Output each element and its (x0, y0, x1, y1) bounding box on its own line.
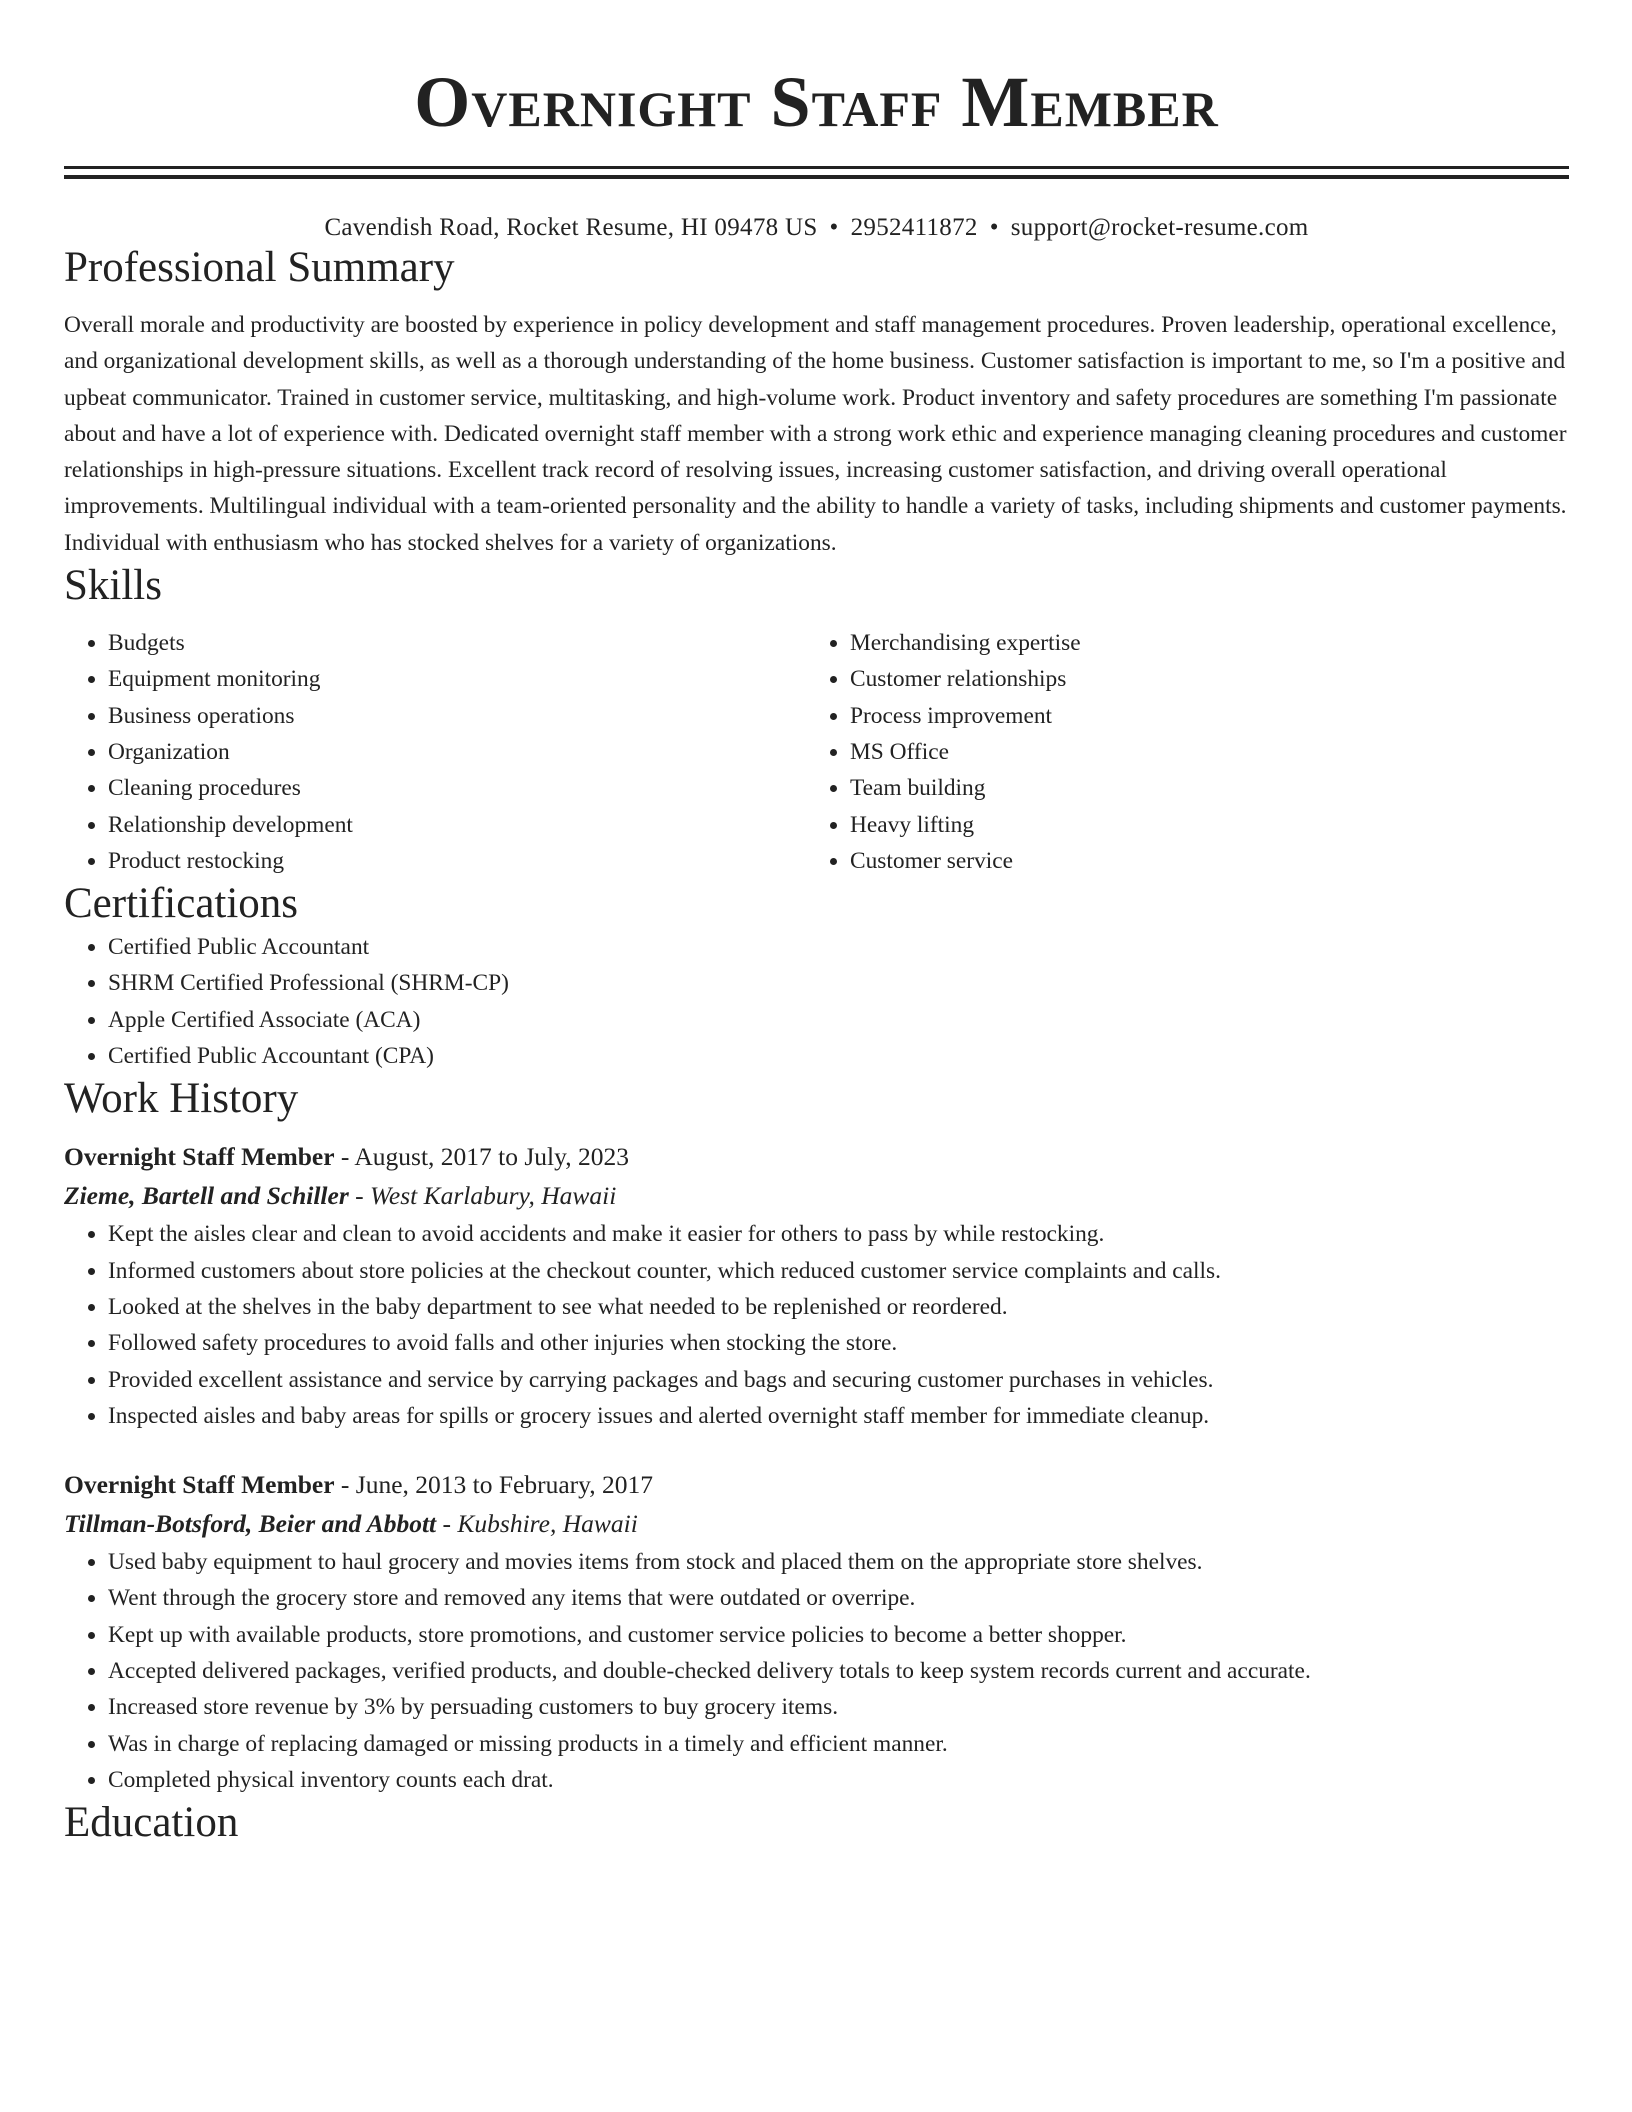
job-duty-item: • Was in charge of replacing damaged or missing products in a timely and efficient manner. (108, 1726, 1569, 1762)
job-company: Tillman-Botsford, Beier and Abbott (64, 1509, 437, 1539)
contact-phone: 2952411872 (850, 214, 978, 241)
skills-grid (64, 625, 1569, 879)
job-duty-item: • Increased store revenue by 3% by persuading customers to buy grocery items. (108, 1689, 1569, 1725)
job-duties-list (64, 1216, 1569, 1434)
certification-item: • Certified Public Accountant (108, 929, 1569, 965)
contact-address: Cavendish Road, Rocket Resume, HI 09478 US (324, 214, 818, 241)
contact-line (64, 213, 1569, 243)
skill-item: • Team building (850, 770, 1569, 806)
job-duty-item: • Inspected aisles and baby areas for spills or grocery issues and alerted overnight staff member for immediate cleanup. (108, 1398, 1569, 1434)
job-location: Kubshire, Hawaii (457, 1509, 638, 1539)
skills-column-right (806, 625, 1569, 879)
certification-item: • Apple Certified Associate (ACA) (108, 1002, 1569, 1038)
contact-email: support@rocket-resume.com (1010, 214, 1309, 241)
job-duty-item: • Used baby equipment to haul grocery and movies items from stock and placed them on the appropriate store shelves. (108, 1544, 1569, 1580)
skills-column-left (64, 625, 806, 879)
job-duty-item: • Went through the grocery store and removed any items that were outdated or overripe. (108, 1580, 1569, 1616)
contact-separator: • (989, 214, 999, 241)
job-duty-item: • Kept the aisles clear and clean to avoid accidents and make it easier for others to pass by while restocking. (108, 1216, 1569, 1252)
header-rule-thin (64, 166, 1569, 169)
job-company-line: Tillman-Botsford, Beier and Abbott - Kubshire, Hawaii (64, 1509, 638, 1539)
skills-heading: Skills (64, 562, 162, 610)
certifications-heading: Certifications (64, 880, 299, 928)
skill-item: • Customer service (850, 843, 1569, 879)
skill-item: • Process improvement (850, 698, 1569, 734)
skill-item: • MS Office (850, 734, 1569, 770)
job-title-line: Overnight Staff Member - August, 2017 to July, 2023 (64, 1142, 629, 1172)
skills-list-right (806, 625, 1569, 879)
summary-text: Overall morale and productivity are boosted by experience in policy development and staff management procedures. Proven leadership, operational excellence, and organizational development skills, as well as a thorough understanding of the home business. Customer satisfaction is important to me, so I'm a positive and upbeat communicator. Trained in customer service, multitasking, and high-volume work. Product inventory and safety procedures are something I'm passionate about and have a lot of experience with. Dedicated overnight staff member with a strong work ethic and experience managing cleaning procedures and customer relationships in high-pressure situations. Excellent track record of resolving issues, increasing customer satisfaction, and driving overall operational improvements. Multilingual individual with a team-oriented personality and the ability to handle a variety of tasks, including shipments and customer payments. Individual with enthusiasm who has stocked shelves for a variety of organizations. (64, 312, 1567, 556)
job-duty-item: • Accepted delivered packages, verified products, and double-checked delivery totals to keep system records current and accurate. (108, 1653, 1569, 1689)
education-heading: Education (64, 1799, 239, 1847)
skill-item: • Product restocking (108, 843, 806, 879)
skill-item: • Customer relationships (850, 661, 1569, 697)
job-company-line: Zieme, Bartell and Schiller - West Karlabury, Hawaii (64, 1181, 617, 1211)
job-company: Zieme, Bartell and Schiller (64, 1181, 349, 1211)
certification-item: • Certified Public Accountant (CPA) (108, 1038, 1569, 1074)
skill-item: • Equipment monitoring (108, 661, 806, 697)
summary-heading: Professional Summary (64, 244, 455, 291)
job-dates: June, 2013 to February, 2017 (355, 1470, 653, 1500)
job-entry (64, 1466, 1569, 1798)
contact-separator: • (829, 214, 839, 241)
resume-name: Overnight Staff Member (414, 62, 1219, 142)
job-title: Overnight Staff Member (64, 1142, 335, 1172)
job-duty-item: • Informed customers about store policies at the checkout counter, which reduced customer service complaints and calls. (108, 1253, 1569, 1289)
job-duty-item: • Provided excellent assistance and service by carrying packages and bags and securing customer purchases in vehicles. (108, 1362, 1569, 1398)
job-entry (64, 1138, 1569, 1434)
job-title-line: Overnight Staff Member - June, 2013 to February, 2017 (64, 1470, 653, 1500)
job-duty-item: • Completed physical inventory counts each drat. (108, 1762, 1569, 1798)
job-duties-list (64, 1544, 1569, 1798)
skill-item: • Cleaning procedures (108, 770, 806, 806)
skill-item: • Heavy lifting (850, 807, 1569, 843)
job-dates: August, 2017 to July, 2023 (354, 1142, 629, 1172)
skills-list-left (64, 625, 806, 879)
skill-item: • Business operations (108, 698, 806, 734)
skill-item: • Budgets (108, 625, 806, 661)
skill-item: • Relationship development (108, 807, 806, 843)
job-duty-item: • Looked at the shelves in the baby department to see what needed to be replenished or reordered. (108, 1289, 1569, 1325)
work-history-heading: Work History (64, 1075, 299, 1123)
resume-content (64, 0, 1569, 1848)
skill-item: • Merchandising expertise (850, 625, 1569, 661)
job-title: Overnight Staff Member (64, 1470, 335, 1500)
job-duty-item: • Followed safety procedures to avoid falls and other injuries when stocking the store. (108, 1325, 1569, 1361)
job-location: West Karlabury, Hawaii (370, 1181, 617, 1211)
certification-item: • SHRM Certified Professional (SHRM-CP) (108, 965, 1569, 1001)
skill-item: • Organization (108, 734, 806, 770)
certifications-list (64, 929, 1569, 1074)
header-rule-thick (64, 175, 1569, 179)
job-duty-item: • Kept up with available products, store promotions, and customer service policies to become a better shopper. (108, 1617, 1569, 1653)
